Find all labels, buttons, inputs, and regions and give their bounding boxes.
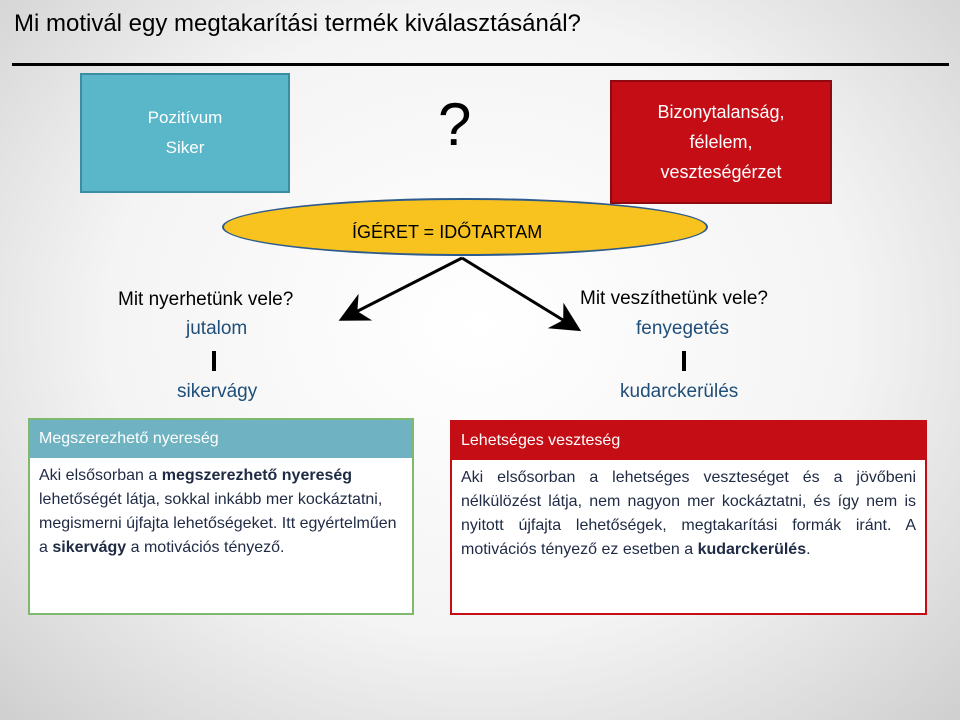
- loss-panel-header: Lehetséges veszteség: [452, 422, 925, 460]
- gain-panel: [28, 418, 414, 615]
- positive-box: [80, 73, 290, 193]
- threat-label: fenyegetés: [636, 318, 729, 339]
- gain-panel-text: [30, 458, 412, 560]
- arrow-left: [344, 258, 462, 318]
- title-divider: [12, 63, 949, 66]
- gain-text-bold-1: megszerezhető nyereség: [161, 467, 353, 484]
- gain-connector: [212, 351, 216, 371]
- loss-feeling-label: veszteségérzet: [660, 161, 782, 182]
- slide-title: Mi motivál egy megtakarítási termék kiválasztásánál?: [14, 10, 581, 37]
- question-mark: ?: [438, 91, 472, 158]
- arrow-right: [462, 258, 576, 328]
- fear-label: félelem,: [689, 131, 753, 152]
- promise-label: ÍGÉRET = IDŐTARTAM: [352, 222, 543, 242]
- loss-text-bold-1: kudarckerülés: [697, 541, 807, 558]
- gain-panel-header: Megszerezhető nyereség: [30, 420, 412, 458]
- gain-question: Mit nyerhetünk vele?: [118, 289, 294, 310]
- loss-panel: [450, 420, 927, 615]
- loss-text-1: Aki elsősorban a lehetséges veszteséget és a jövőbeni nélkülözést látja, nem nagyon mer kockáztatni, és így nem is nyitott újfajta lehetőségek, megtakarítási formák iránt. A motivációs tényező ez esetben a: [461, 469, 916, 558]
- gain-text-2: lehetőségét látja, sokkal inkább mer kockáztatni, megismerni újfajta lehetőségeket. Itt egyértelműen a: [39, 491, 397, 556]
- desire-for-success-label: sikervágy: [177, 381, 258, 402]
- gain-text-3: a motivációs tényező.: [126, 539, 285, 556]
- reward-label: jutalom: [186, 318, 248, 339]
- loss-question: Mit veszíthetünk vele?: [580, 288, 768, 309]
- loss-panel-text: [452, 460, 925, 562]
- loss-text-2: .: [806, 541, 811, 558]
- negative-box: [610, 80, 832, 204]
- uncertainty-label: Bizonytalanság,: [657, 101, 785, 122]
- gain-text-1: Aki elsősorban a: [39, 467, 162, 484]
- failure-avoidance-label: kudarckerülés: [620, 381, 739, 402]
- gain-text-bold-2: sikervágy: [52, 539, 127, 556]
- positive-label: Pozitívum: [147, 108, 223, 127]
- loss-connector: [682, 351, 686, 371]
- success-label: Siker: [165, 138, 205, 157]
